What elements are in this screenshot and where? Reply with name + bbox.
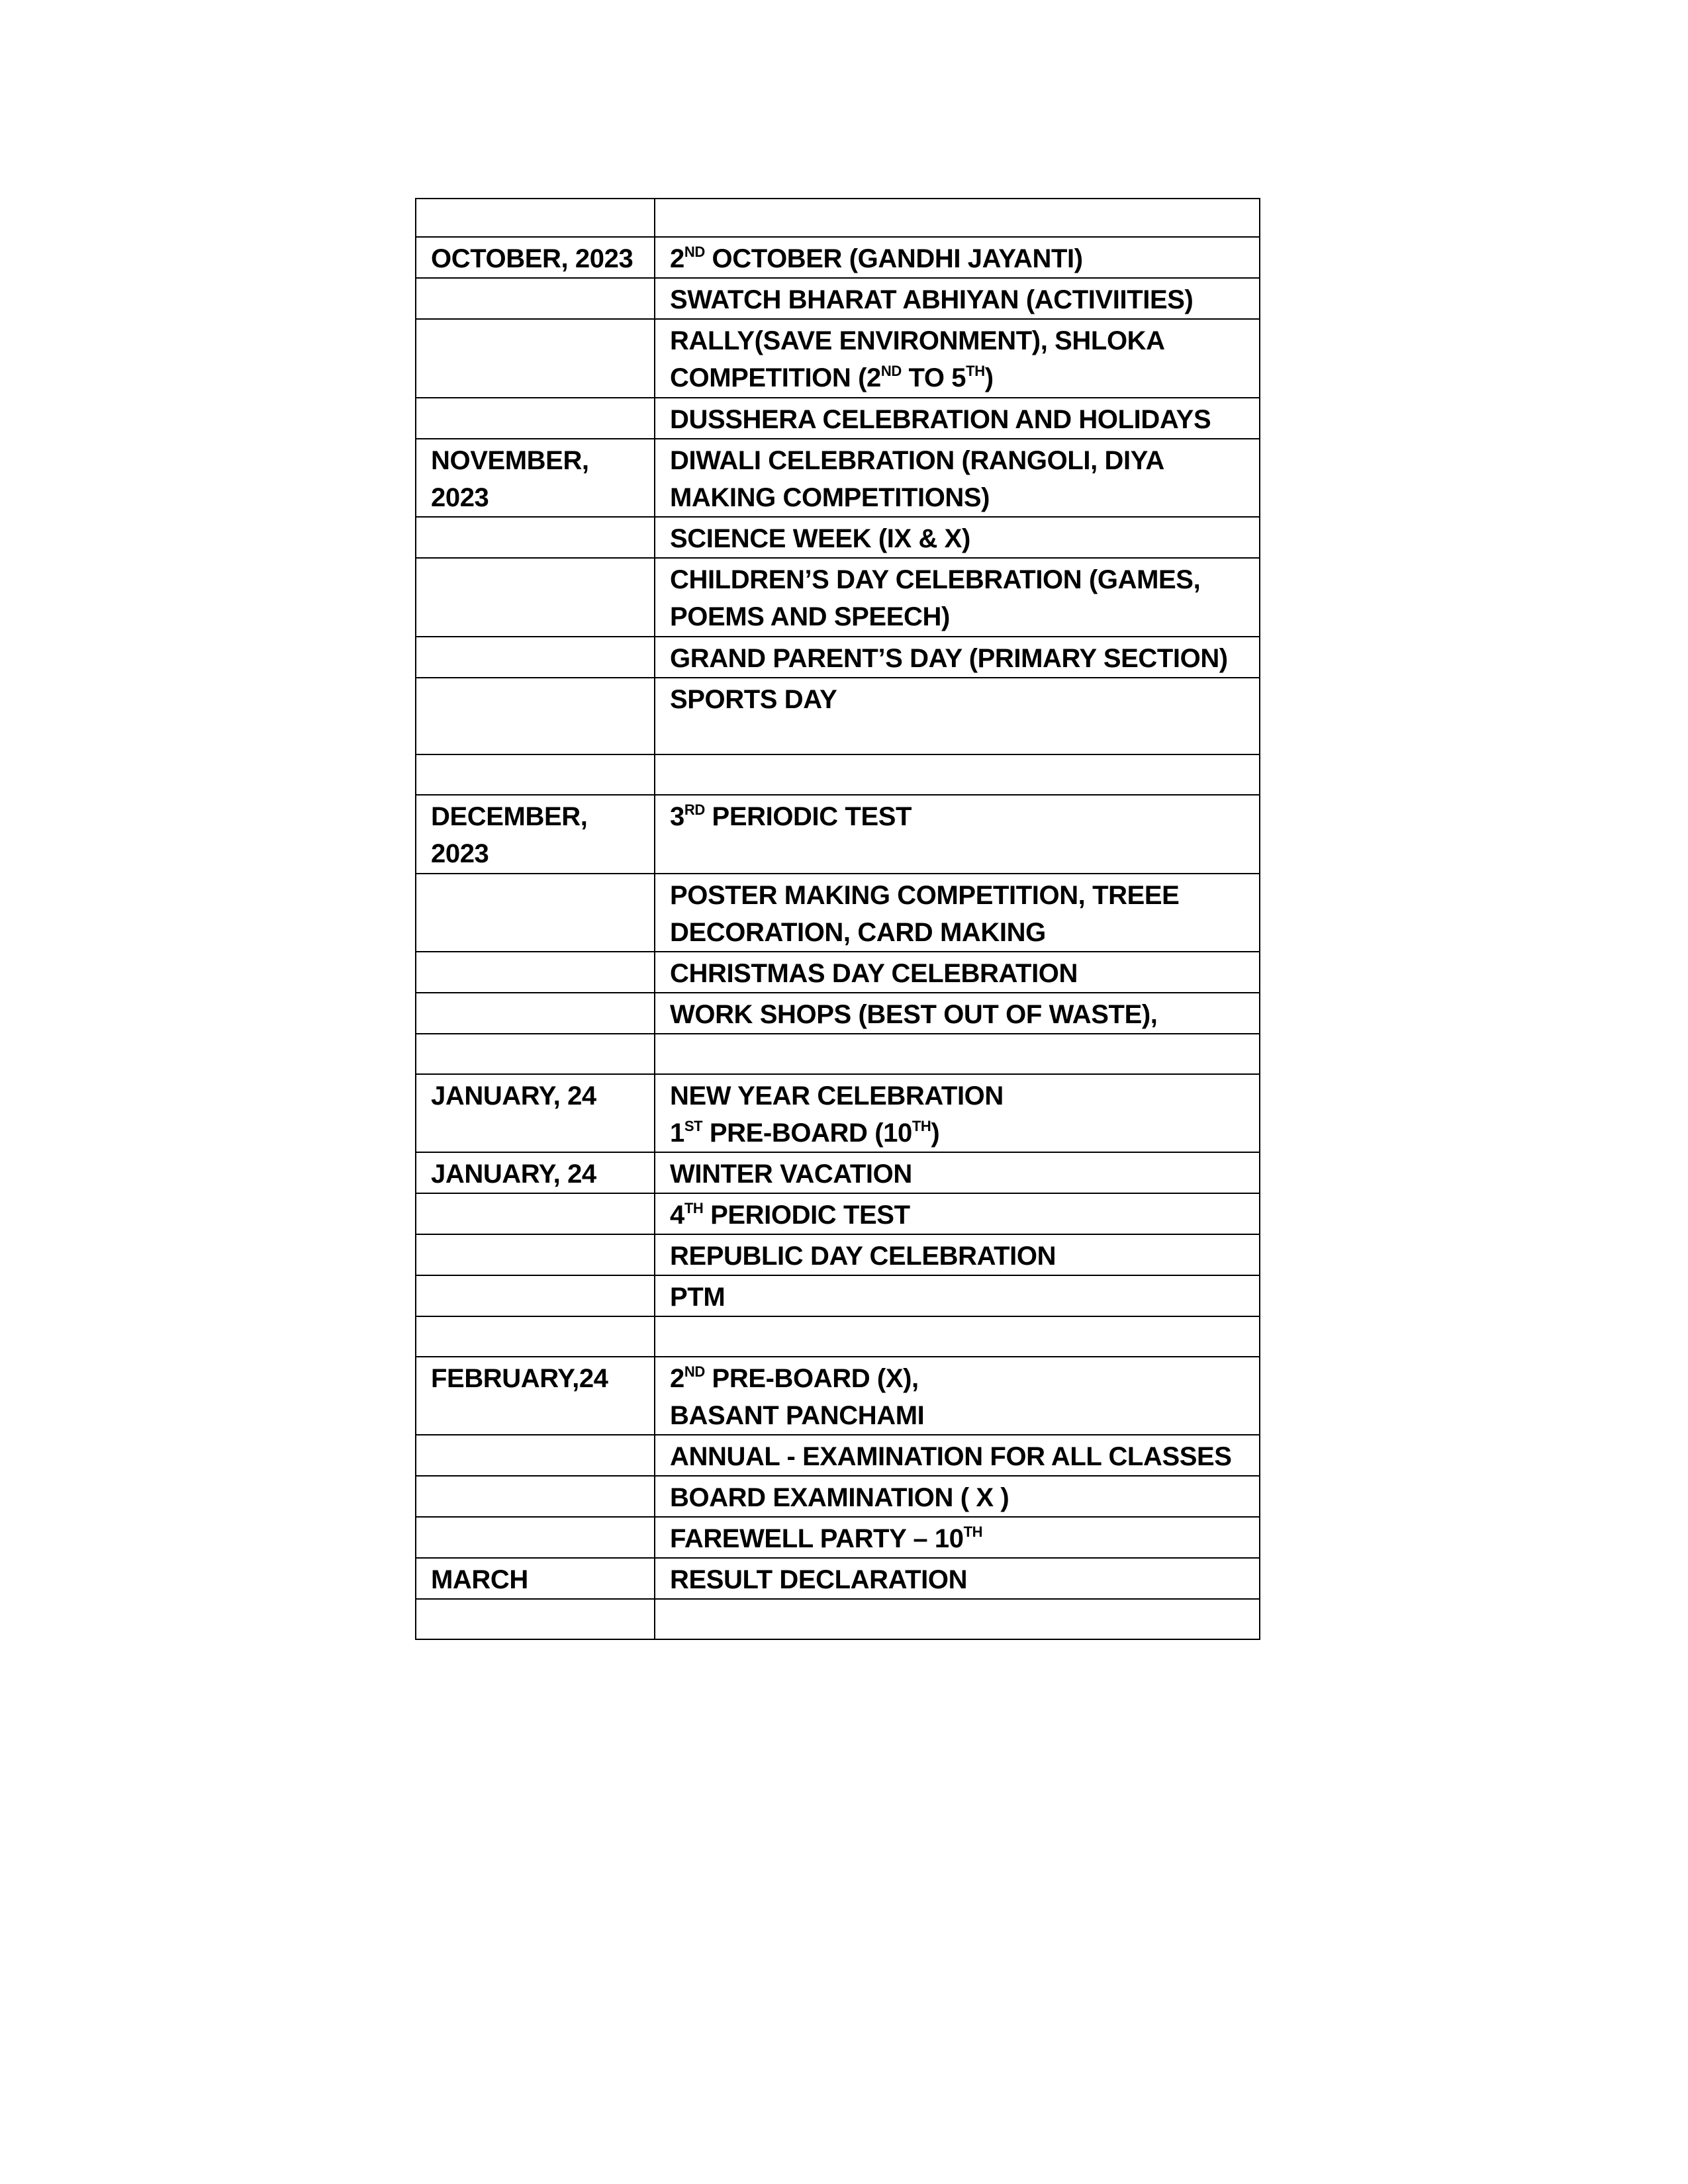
activity-line [670, 798, 1246, 835]
activity-text: POEMS AND SPEECH) [670, 602, 950, 631]
activity-text: CHILDREN’S DAY CELEBRATION (GAMES, [670, 565, 1201, 594]
activity-line [670, 401, 1246, 438]
activity-text: DIWALI CELEBRATION (RANGOLI, DIYA [670, 446, 1164, 475]
activity-cell [655, 319, 1260, 398]
activity-text: OCTOBER (GANDHI JAYANTI) [704, 244, 1083, 273]
calendar-row [416, 319, 1260, 398]
activity-line [670, 681, 1246, 718]
activity-line [670, 240, 1246, 277]
activity-cell [655, 993, 1260, 1034]
activity-cell [655, 874, 1260, 952]
ordinal-suffix: TH [912, 1118, 931, 1134]
activity-line [670, 1479, 1246, 1516]
month-cell [416, 678, 655, 754]
month-cell [416, 1435, 655, 1476]
ordinal-suffix: TH [963, 1524, 983, 1540]
activity-text: SCIENCE WEEK (IX & X) [670, 524, 970, 553]
activity-line [670, 281, 1246, 318]
activity-line [670, 359, 1246, 396]
activity-text: PERIODIC TEST [703, 1201, 910, 1230]
calendar-row [416, 1517, 1260, 1558]
ordinal-suffix: TH [966, 363, 985, 379]
month-cell [416, 1034, 655, 1074]
activity-line [670, 1115, 1246, 1152]
activity-text: NEW YEAR CELEBRATION [670, 1081, 1004, 1111]
calendar-row [416, 1357, 1260, 1435]
calendar-row [416, 1275, 1260, 1316]
month-cell [416, 1275, 655, 1316]
activity-line [670, 442, 1246, 479]
calendar-row [416, 199, 1260, 237]
activity-line [670, 520, 1246, 557]
activity-line [670, 955, 1246, 992]
activity-calendar-table [415, 198, 1260, 1640]
calendar-body [416, 199, 1260, 1639]
calendar-row [416, 952, 1260, 993]
activity-line [670, 1077, 1246, 1115]
activity-cell [655, 1435, 1260, 1476]
activity-text: RALLY(SAVE ENVIRONMENT), SHLOKA [670, 326, 1165, 355]
activity-text: ) [984, 363, 994, 392]
month-label: MARCH [431, 1565, 528, 1594]
activity-line [670, 561, 1246, 598]
activity-text: REPUBLIC DAY CELEBRATION [670, 1242, 1056, 1271]
activity-cell [655, 1476, 1260, 1517]
activity-text: 4 [670, 1201, 684, 1230]
ordinal-suffix: ST [684, 1118, 703, 1134]
activity-text: POSTER MAKING COMPETITION, TREEE [670, 881, 1180, 910]
activity-cell [655, 517, 1260, 558]
activity-text: 1 [670, 1118, 684, 1148]
ordinal-suffix: TH [684, 1200, 704, 1216]
month-cell [416, 319, 655, 398]
calendar-row [416, 754, 1260, 795]
activity-line [670, 598, 1246, 635]
activity-cell [655, 754, 1260, 795]
calendar-row [416, 1476, 1260, 1517]
activity-cell [655, 237, 1260, 278]
month-label: JANUARY, 24 [431, 1160, 596, 1189]
activity-text: WORK SHOPS (BEST OUT OF WASTE), [670, 1000, 1158, 1029]
activity-line [670, 640, 1246, 677]
ordinal-suffix: ND [684, 1363, 705, 1380]
activity-line [670, 479, 1246, 516]
activity-line [670, 1438, 1246, 1475]
activity-cell [655, 558, 1260, 637]
activity-text: CHRISTMAS DAY CELEBRATION [670, 959, 1078, 988]
month-cell [416, 1234, 655, 1275]
activity-line [670, 1279, 1246, 1316]
ordinal-suffix: ND [684, 244, 705, 260]
activity-text: DUSSHERA CELEBRATION AND HOLIDAYS [670, 405, 1211, 434]
calendar-row [416, 1435, 1260, 1476]
calendar-row [416, 1316, 1260, 1357]
month-cell [416, 1357, 655, 1435]
month-cell [416, 1517, 655, 1558]
activity-line [670, 1360, 1246, 1397]
month-cell [416, 398, 655, 439]
month-cell [416, 237, 655, 278]
activity-line [670, 1520, 1246, 1557]
activity-line [670, 322, 1246, 359]
calendar-row [416, 874, 1260, 952]
month-label: OCTOBER, 2023 [431, 244, 633, 273]
activity-cell [655, 678, 1260, 754]
activity-text: MAKING COMPETITIONS) [670, 483, 990, 512]
activity-text: PRE-BOARD (X), [704, 1364, 919, 1393]
activity-cell [655, 1316, 1260, 1357]
activity-text: DECORATION, CARD MAKING [670, 918, 1046, 947]
month-cell [416, 795, 655, 874]
activity-cell [655, 199, 1260, 237]
month-cell [416, 874, 655, 952]
activity-cell [655, 952, 1260, 993]
activity-text: COMPETITION (2 [670, 363, 881, 392]
activity-line [670, 1197, 1246, 1234]
activity-cell [655, 1034, 1260, 1074]
activity-text: FAREWELL PARTY – 10 [670, 1524, 964, 1553]
activity-text: BOARD EXAMINATION ( X ) [670, 1483, 1009, 1512]
activity-line [670, 1561, 1246, 1598]
calendar-row [416, 795, 1260, 874]
calendar-row [416, 558, 1260, 637]
activity-line [670, 914, 1246, 951]
activity-text: PERIODIC TEST [704, 802, 912, 831]
activity-text: ANNUAL - EXAMINATION FOR ALL CLASSES [670, 1442, 1232, 1471]
ordinal-suffix: ND [880, 363, 902, 379]
activity-line [670, 996, 1246, 1033]
ordinal-suffix: RD [684, 801, 705, 818]
calendar-row [416, 398, 1260, 439]
month-cell [416, 1193, 655, 1234]
calendar-row [416, 1152, 1260, 1193]
activity-cell [655, 795, 1260, 874]
month-cell [416, 1074, 655, 1152]
activity-cell [655, 278, 1260, 319]
activity-text: SPORTS DAY [670, 685, 837, 714]
activity-cell [655, 1275, 1260, 1316]
calendar-row [416, 993, 1260, 1034]
calendar-row [416, 1074, 1260, 1152]
activity-cell [655, 1074, 1260, 1152]
month-cell [416, 637, 655, 678]
activity-text: PRE-BOARD (10 [702, 1118, 912, 1148]
calendar-row [416, 1599, 1260, 1639]
calendar-row [416, 439, 1260, 517]
activity-cell [655, 1517, 1260, 1558]
month-label: FEBRUARY,24 [431, 1364, 608, 1393]
calendar-row [416, 1193, 1260, 1234]
month-cell [416, 1152, 655, 1193]
month-cell [416, 1316, 655, 1357]
activity-cell [655, 439, 1260, 517]
activity-cell [655, 1193, 1260, 1234]
activity-text: 2 [670, 1364, 684, 1393]
activity-text: TO 5 [901, 363, 966, 392]
month-label: DECEMBER, 2023 [431, 802, 588, 868]
activity-line [670, 877, 1246, 914]
month-cell [416, 517, 655, 558]
activity-line [670, 1238, 1246, 1275]
activity-cell [655, 1357, 1260, 1435]
activity-cell [655, 1558, 1260, 1599]
calendar-row [416, 1234, 1260, 1275]
month-cell [416, 1558, 655, 1599]
activity-text: 3 [670, 802, 684, 831]
month-cell [416, 278, 655, 319]
calendar-row [416, 637, 1260, 678]
month-cell [416, 993, 655, 1034]
month-label: NOVEMBER, 2023 [431, 446, 589, 512]
month-cell [416, 199, 655, 237]
activity-text: PTM [670, 1283, 726, 1312]
month-cell [416, 439, 655, 517]
month-cell [416, 558, 655, 637]
month-label: JANUARY, 24 [431, 1081, 596, 1111]
calendar-row [416, 1034, 1260, 1074]
activity-text: 2 [670, 244, 684, 273]
calendar-row [416, 1558, 1260, 1599]
month-cell [416, 754, 655, 795]
activity-text: SWATCH BHARAT ABHIYAN (ACTIVIITIES) [670, 285, 1194, 314]
calendar-row [416, 237, 1260, 278]
activity-cell [655, 1599, 1260, 1639]
activity-cell [655, 398, 1260, 439]
month-cell [416, 1476, 655, 1517]
activity-text: BASANT PANCHAMI [670, 1401, 925, 1430]
activity-text: WINTER VACATION [670, 1160, 912, 1189]
month-cell [416, 952, 655, 993]
month-cell [416, 1599, 655, 1639]
calendar-row [416, 517, 1260, 558]
activity-cell [655, 637, 1260, 678]
activity-cell [655, 1234, 1260, 1275]
activity-text: RESULT DECLARATION [670, 1565, 968, 1594]
activity-cell [655, 1152, 1260, 1193]
activity-text: ) [931, 1118, 940, 1148]
calendar-row [416, 678, 1260, 754]
activity-line [670, 1156, 1246, 1193]
calendar-row [416, 278, 1260, 319]
activity-line [670, 1397, 1246, 1434]
activity-text: GRAND PARENT’S DAY (PRIMARY SECTION) [670, 644, 1228, 673]
